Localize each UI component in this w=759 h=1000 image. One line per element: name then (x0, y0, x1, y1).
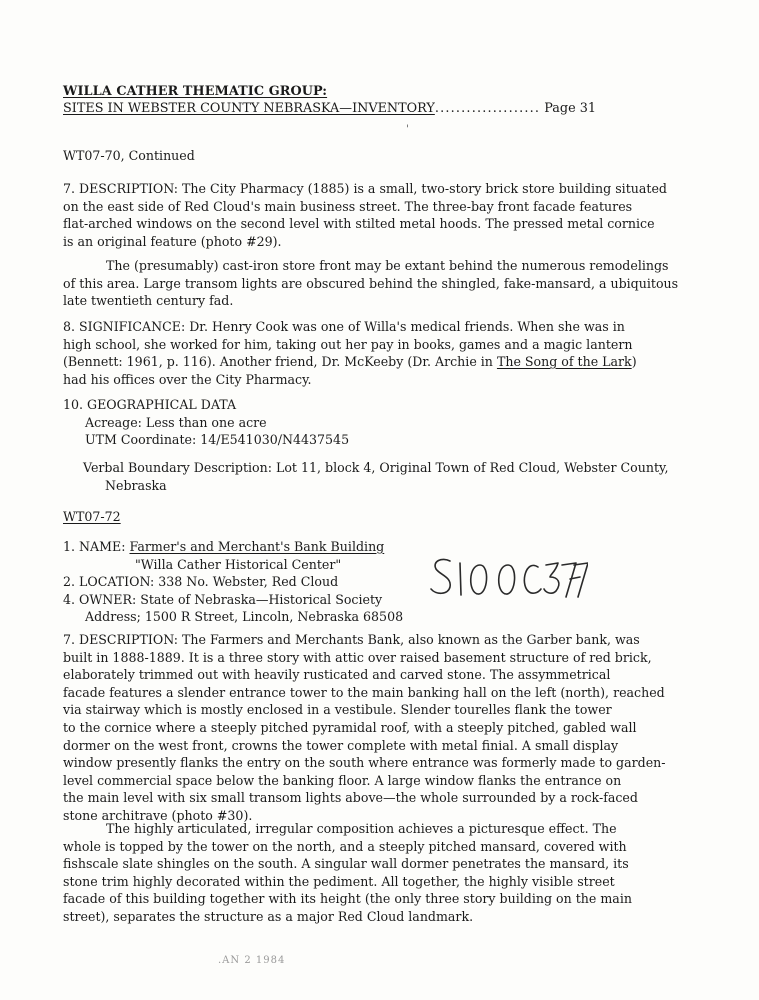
address-line: Address; 1500 R Street, Lincoln, Nebraska 68508 (85, 609, 404, 625)
page-number: Page 31 (544, 101, 597, 116)
wt0772-heading (63, 508, 121, 526)
boundary-line: Nebraska (105, 477, 167, 493)
paragraph-line: whole is topped by the tower on the north, and a steeply pitched mansard, covered with (63, 838, 627, 854)
paragraph-line: of this area. Large transom lights are obscured behind the shingled, fake-mansard, a ubiquitous (63, 275, 679, 291)
handwritten-code-drawing (428, 553, 588, 601)
paragraph-line: The highly articulated, irregular composition achieves a picturesque effect. The (106, 821, 617, 836)
wt0770-description (63, 180, 667, 250)
paragraph-line: 7. DESCRIPTION: The City Pharmacy (1885) is a small, two-story brick store building situated (63, 181, 667, 196)
wt0770-geographical-data (63, 396, 349, 449)
paragraph-line: via stairway which is mostly enclosed in a vestibule. Slender tourelles flank the tower (63, 702, 612, 718)
paragraph-line: had his offices over the City Pharmacy. (63, 371, 312, 387)
paragraph-line: facade features a slender entrance tower to the main banking hall on the left (north), reached (63, 684, 665, 700)
wt0770-description-continued (63, 257, 678, 310)
wt0770-heading-text: WT07-70, Continued (63, 148, 195, 163)
book-title: The Song of the Lark (496, 354, 632, 370)
building-alt-name: "Willa Cather Historical Center" (135, 556, 342, 572)
paragraph-line: built in 1888-1889. It is a three story with attic over raised basement structure of red brick, (63, 649, 652, 665)
name-label: 1. NAME: (63, 539, 130, 554)
location-line: 2. LOCATION: 338 No. Webster, Red Cloud (63, 574, 339, 590)
paragraph-line: The (presumably) cast-iron store front may be extant behind the numerous remodelings (106, 258, 669, 273)
paragraph-line: stone architrave (photo #30). (63, 807, 253, 823)
owner-line: 4. OWNER: State of Nebraska—Historical Society (63, 591, 383, 607)
paragraph-line: flat-arched windows on the second level with stilted metal hoods. The pressed metal cornice (63, 216, 655, 232)
significance-text: (Bennett: 1961, p. 116). Another friend, Dr. McKeeby (Dr. Archie in (63, 354, 497, 370)
paragraph-line: on the east side of Red Cloud's main business street. The three-bay front facade features (63, 198, 633, 214)
paragraph-line: fishscale slate shingles on the south. A singular wall dormer penetrates the mansard, its (63, 856, 629, 872)
date-stamp-text: .AN 2 1984 (218, 955, 286, 966)
document-subtitle-line (63, 100, 596, 118)
inventory-subtitle: SITES IN WEBSTER COUNTY NEBRASKA—INVENTORY (63, 101, 435, 116)
paragraph-line: is an original feature (photo #29). (63, 233, 282, 249)
paragraph-line (63, 353, 637, 371)
paragraph-line: window presently flanks the entry on the south where entrance was formerly made to garden- (63, 755, 666, 771)
geo-heading: 10. GEOGRAPHICAL DATA (63, 397, 237, 412)
wt0772-description-continued (63, 820, 632, 926)
paragraph-line: the main level with six small transom lights above—the whole surrounded by a rock-faced (63, 790, 638, 806)
paragraph-line: 7. DESCRIPTION: The Farmers and Merchants Bank, also known as the Garber bank, was (63, 632, 640, 647)
closing-paren: ) (631, 354, 637, 370)
document-title (63, 83, 327, 101)
paragraph-line: stone trim highly decorated within the pediment. All together, the highly visible street (63, 873, 615, 889)
paragraph-line: facade of this building together with its height (the only three story building on the main (63, 891, 632, 907)
paragraph-line: dormer on the west front, crowns the tower complete with metal finial. A small display (63, 737, 619, 753)
paragraph-line: elaborately trimmed out with heavily rusticated and carved stone. The assymmetrical (63, 667, 611, 683)
paragraph-line: high school, she worked for him, taking out her pay in books, games and a magic lantern (63, 336, 633, 352)
paragraph-line: late twentieth century fad. (63, 293, 234, 309)
wt0770-significance (63, 318, 637, 388)
handwritten-code (428, 553, 588, 605)
building-name: Farmer's and Merchant's Bank Building (129, 539, 385, 554)
wt0770-heading (63, 147, 195, 165)
wt0772-identification (63, 538, 403, 626)
utm-coordinate: UTM Coordinate: 14/E541030/N4437545 (85, 432, 350, 448)
wt0770-boundary (83, 459, 668, 494)
wt0772-heading-text: WT07-72 (63, 509, 121, 524)
boundary-line: Verbal Boundary Description: Lot 11, block 4, Original Town of Red Cloud, Webster County, (83, 460, 669, 475)
thematic-group-title: WILLA CATHER THEMATIC GROUP: (63, 84, 328, 99)
stray-mark: ' (406, 124, 409, 135)
acreage: Acreage: Less than one acre (85, 414, 267, 430)
paragraph-line: 8. SIGNIFICANCE: Dr. Henry Cook was one of Willa's medical friends. When she was in (63, 319, 625, 334)
faded-date-stamp (218, 955, 285, 966)
dot-leader: .................... (434, 101, 541, 116)
paragraph-line: to the cornice where a steeply pitched pyramidal roof, with a steeply pitched, gabled wall (63, 719, 637, 735)
wt0772-description (63, 631, 666, 825)
paragraph-line: level commercial space below the banking floor. A large window flanks the entrance on (63, 772, 622, 788)
paragraph-line: street), separates the structure as a major Red Cloud landmark. (63, 908, 474, 924)
name-line (63, 538, 403, 556)
